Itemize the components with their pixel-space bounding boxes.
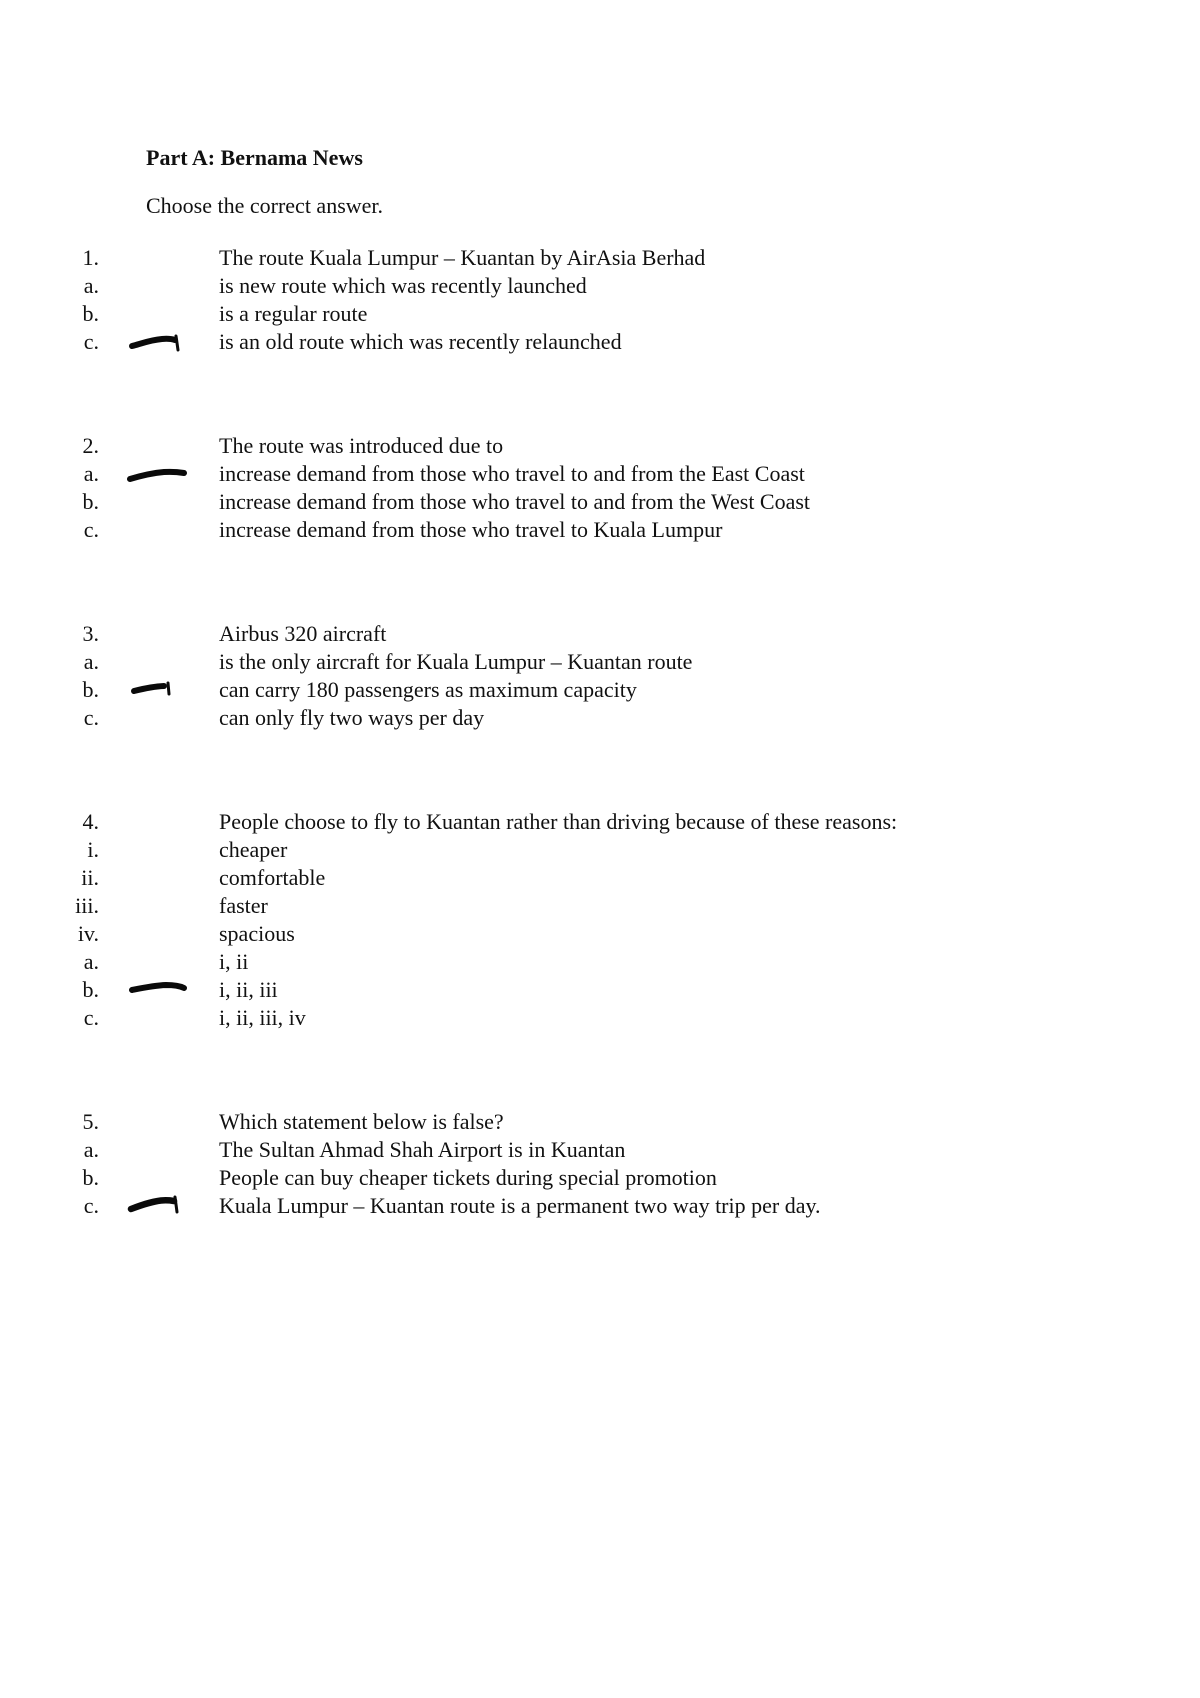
question-number: 1. [82,245,99,270]
option-text: Kuala Lumpur – Kuantan route is a permanent two way trip per day. [219,1193,821,1218]
option-marker: c. [83,705,99,730]
question-3 [0,620,1100,648]
option-5b [0,1164,1100,1192]
reason-marker: iii. [75,893,99,918]
reason-iv [0,920,1100,948]
section-title: Part A: Bernama News [146,145,363,170]
reason-text: comfortable [219,865,326,890]
option-text: i, ii [219,949,249,974]
question-number: 5. [82,1109,99,1134]
reason-iii [0,892,1100,920]
reason-text: spacious [219,921,295,946]
option-2c [0,516,1100,544]
option-text: increase demand from those who travel to and from the West Coast [219,489,811,514]
option-1a [0,272,1100,300]
option-4b [0,976,1100,1004]
reason-ii [0,864,1100,892]
option-text: The Sultan Ahmad Shah Airport is in Kuantan [219,1137,626,1162]
question-5 [0,1108,1100,1136]
option-marker: c. [83,1005,99,1030]
option-3a [0,648,1100,676]
option-1b [0,300,1100,328]
option-text: i, ii, iii [219,977,278,1002]
option-marker: c. [83,1193,99,1218]
reason-text: faster [219,893,268,918]
option-2b [0,488,1100,516]
question-number: 4. [82,809,99,834]
option-text: increase demand from those who travel to and from the East Coast [219,461,805,486]
option-text: is a regular route [219,301,368,326]
option-text: i, ii, iii, iv [219,1005,306,1030]
option-marker: a. [83,461,99,486]
option-marker: c. [83,517,99,542]
question-4 [0,808,1100,836]
option-text: People can buy cheaper tickets during special promotion [219,1165,717,1190]
option-5c [0,1192,1100,1220]
question-text: Which statement below is false? [219,1109,504,1134]
option-marker: b. [82,301,99,326]
option-3c [0,704,1100,732]
question-1 [0,244,1100,272]
option-text: is new route which was recently launched [219,273,587,298]
question-2 [0,432,1100,460]
question-number: 2. [82,433,99,458]
option-text: increase demand from those who travel to Kuala Lumpur [219,517,723,542]
option-4a [0,948,1100,976]
option-marker: a. [83,649,99,674]
option-4c [0,1004,1100,1032]
option-marker: b. [82,1165,99,1190]
option-marker: b. [82,677,99,702]
option-text: is an old route which was recently relaunched [219,329,622,354]
option-marker: a. [83,949,99,974]
reason-marker: ii. [81,865,99,890]
question-text: The route Kuala Lumpur – Kuantan by AirAsia Berhad [219,245,706,270]
option-marker: c. [83,329,99,354]
option-2a [0,460,1100,488]
option-marker: b. [82,977,99,1002]
question-number: 3. [82,621,99,646]
option-1c [0,328,1100,356]
option-5a [0,1136,1100,1164]
reason-marker: i. [87,837,99,862]
option-text: can only fly two ways per day [219,705,485,730]
reason-i [0,836,1100,864]
option-text: is the only aircraft for Kuala Lumpur – Kuantan route [219,649,693,674]
reason-text: cheaper [219,837,288,862]
instruction-text: Choose the correct answer. [146,193,384,218]
reason-marker: iv. [77,921,99,946]
option-marker: a. [83,273,99,298]
option-marker: a. [83,1137,99,1162]
option-text: can carry 180 passengers as maximum capacity [219,677,637,702]
question-text: The route was introduced due to [219,433,504,458]
option-3b [0,676,1100,704]
question-text: People choose to fly to Kuantan rather than driving because of these reasons: [219,809,898,834]
option-marker: b. [82,489,99,514]
question-text: Airbus 320 aircraft [219,621,387,646]
